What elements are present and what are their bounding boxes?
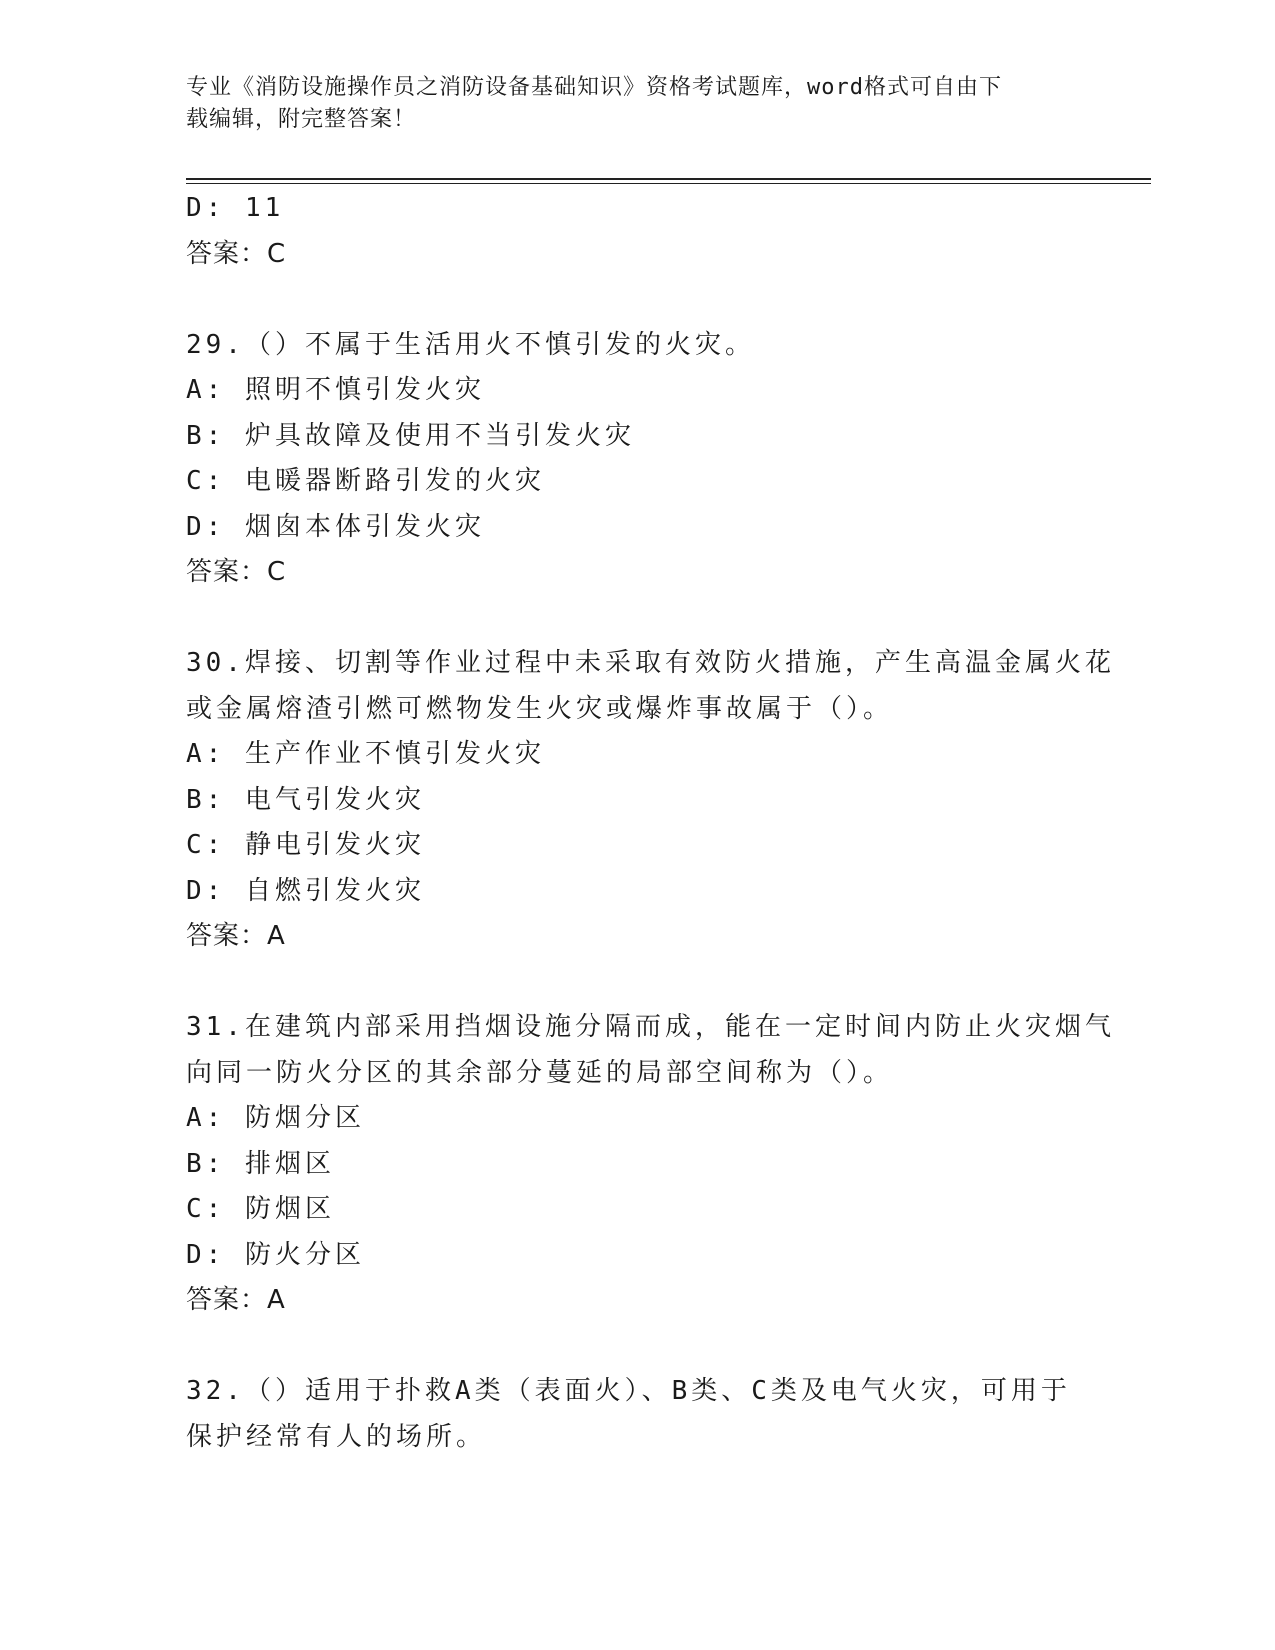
- prev-option-d: D: 11: [186, 193, 285, 223]
- option-a: A: 防烟分区: [186, 1103, 365, 1133]
- question-30: [186, 641, 1115, 960]
- question-stem-line-2: 或金属熔渣引燃可燃物发生火灾或爆炸事故属于（）。: [186, 693, 894, 724]
- question-31: [186, 1005, 1115, 1324]
- question-32: [186, 1369, 1086, 1460]
- option-a: A: 照明不慎引发火灾: [186, 375, 485, 405]
- question-stem-line-1: 31.在建筑内部采用挡烟设施分隔而成，能在一定时间内防止火灾烟气: [186, 1012, 1115, 1042]
- option-b: B: 电气引发火灾: [186, 784, 425, 815]
- header-rule-thin: [186, 183, 1151, 184]
- header-line-1: 专业《消防设施操作员之消防设备基础知识》资格考试题库，word格式可自由下: [186, 75, 1002, 100]
- spacer: [186, 1324, 1086, 1370]
- question-stem-line-2: 向同一防火分区的其余部分蔓延的局部空间称为（）。: [186, 1057, 894, 1088]
- option-d: D: 自燃引发火灾: [186, 875, 425, 906]
- option-d: D: 防火分区: [186, 1239, 365, 1270]
- prev-answer: 答案：C: [186, 238, 287, 269]
- option-b: B: 炉具故障及使用不当引发火灾: [186, 420, 635, 451]
- question-list: [186, 186, 1115, 1460]
- question-29: [186, 323, 1086, 596]
- question-stem: 29.（）不属于生活用火不慎引发的火灾。: [186, 329, 755, 360]
- option-b: B: 排烟区: [186, 1148, 335, 1179]
- answer: 答案：A: [186, 921, 286, 951]
- question-stem-line-1: 30.焊接、切割等作业过程中未采取有效防火措施，产生高温金属火花: [186, 648, 1115, 678]
- spacer: [186, 960, 1086, 1006]
- answer: 答案：C: [186, 557, 287, 587]
- spacer: [186, 596, 1086, 642]
- option-a: A: 生产作业不慎引发火灾: [186, 739, 545, 769]
- question-stem-line-2: 保护经常有人的场所。: [186, 1421, 487, 1452]
- spacer: [186, 277, 1086, 323]
- page-header: [186, 72, 1066, 136]
- option-c: C: 防烟区: [186, 1194, 335, 1224]
- option-c: C: 电暖器断路引发的火灾: [186, 466, 545, 496]
- option-d: D: 烟囱本体引发火灾: [186, 511, 485, 542]
- header-rule-thick: [186, 178, 1151, 180]
- header-line-2: 载编辑，附完整答案！: [186, 107, 417, 132]
- answer: 答案：A: [186, 1285, 286, 1315]
- question-stem-line-1: 32.（）适用于扑救A类（表面火）、B类、C类及电气火灾，可用于: [186, 1376, 1071, 1406]
- option-c: C: 静电引发火灾: [186, 830, 425, 860]
